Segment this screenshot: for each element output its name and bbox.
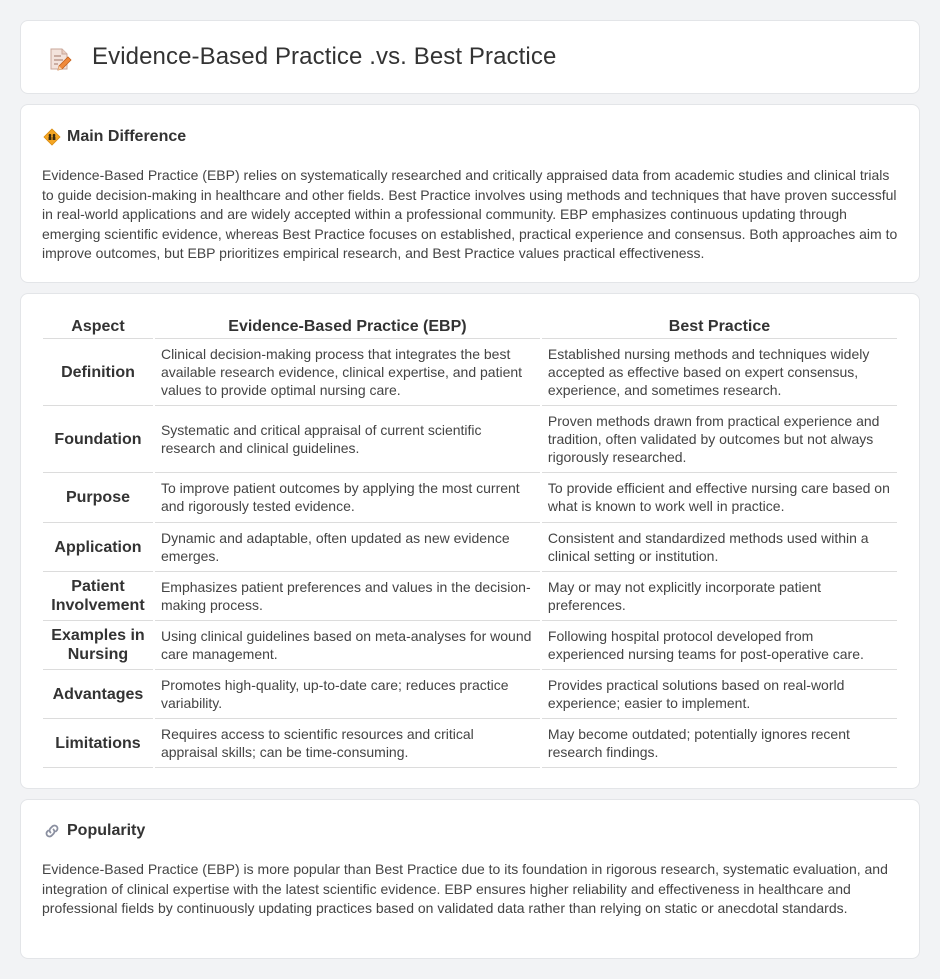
row-aspect: Limitations [43,719,153,768]
row-ebp-cell: Requires access to scientific resources and critical appraisal skills; can be time-consuming. [155,719,540,768]
row-aspect: Application [43,523,153,572]
popularity-label: Popularity [67,822,146,839]
table-row [43,406,897,473]
popularity-heading [43,822,145,840]
row-ebp-cell: Systematic and critical appraisal of current scientific research and clinical guidelines. [155,406,540,473]
row-best-practice-cell: Established nursing methods and techniques widely accepted as effective based on expert consensus, experience, and sometimes research. [542,339,897,406]
row-ebp-cell: Dynamic and adaptable, often updated as new evidence emerges. [155,523,540,572]
table-row [43,670,897,719]
row-ebp-cell: Promotes high-quality, up-to-date care; reduces practice variability. [155,670,540,719]
table-row [43,621,897,670]
page-title: Evidence-Based Practice .vs. Best Practice [92,43,557,70]
popularity-card [20,799,920,959]
row-best-practice-cell: May or may not explicitly incorporate patient preferences. [542,572,897,621]
main-difference-heading [43,128,186,146]
people-sign-icon [43,128,61,146]
row-best-practice-cell: Consistent and standardized methods used within a clinical setting or institution. [542,523,897,572]
row-ebp-cell: Emphasizes patient preferences and values in the decision-making process. [155,572,540,621]
table-row [43,473,897,523]
main-difference-card [20,104,920,283]
table-row [43,339,897,406]
table-header-row [43,315,897,339]
row-aspect: Patient Involvement [43,572,153,621]
row-best-practice-cell: Provides practical solutions based on real-world experience; easier to implement. [542,670,897,719]
document-pencil-icon [46,46,72,72]
column-header-best-practice: Best Practice [542,315,897,339]
table-row [43,719,897,768]
table-row [43,572,897,621]
row-aspect: Advantages [43,670,153,719]
main-difference-text: Evidence-Based Practice (EBP) relies on systematically researched and critically appraised data from academic studies and clinical trials to guide decision-making in healthcare and other fields. Best Practice involves using methods and techniques that have proven successful in real-world applications and are widely accepted within a professional community. EBP emphasizes continuous updating through emerging scientific evidence, whereas Best Practice focuses on established, practical experience and consensus. Both approaches aim to improve outcomes, but EBP prioritizes empirical research, and Best Practice values practical effectiveness. [42,167,898,262]
comparison-table-card [20,293,920,789]
row-best-practice-cell: Proven methods drawn from practical experience and tradition, often validated by outcomes but not always rigorously researched. [542,406,897,473]
row-aspect: Definition [43,339,153,406]
row-ebp-cell: Using clinical guidelines based on meta-analyses for wound care management. [155,621,540,670]
table-row [43,523,897,572]
main-difference-label: Main Difference [67,128,187,145]
row-ebp-cell: To improve patient outcomes by applying the most current and rigorously tested evidence. [155,473,540,523]
row-aspect: Examples in Nursing [43,621,153,670]
title-card [20,20,920,94]
row-best-practice-cell: Following hospital protocol developed from experienced nursing teams for post-operative care. [542,621,897,670]
row-aspect: Purpose [43,473,153,523]
column-header-ebp: Evidence-Based Practice (EBP) [155,315,540,339]
popularity-text: Evidence-Based Practice (EBP) is more popular than Best Practice due to its foundation in rigorous research, systematic evaluation, and integration of clinical expertise with the latest scientific evidence. EBP ensures higher reliability and effectiveness in healthcare and professional fields by continuously updating practices based on validated data rather than relying on static or anecdotal standards. [42,861,888,917]
row-best-practice-cell: To provide efficient and effective nursing care based on what is known to work well in practice. [542,473,897,523]
comparison-table [41,315,899,768]
row-best-practice-cell: May become outdated; potentially ignores recent research findings. [542,719,897,768]
row-ebp-cell: Clinical decision-making process that integrates the best available research evidence, clinical expertise, and patient values to provide optimal nursing care. [155,339,540,406]
link-icon [43,822,61,840]
row-aspect: Foundation [43,406,153,473]
column-header-aspect: Aspect [43,315,153,339]
